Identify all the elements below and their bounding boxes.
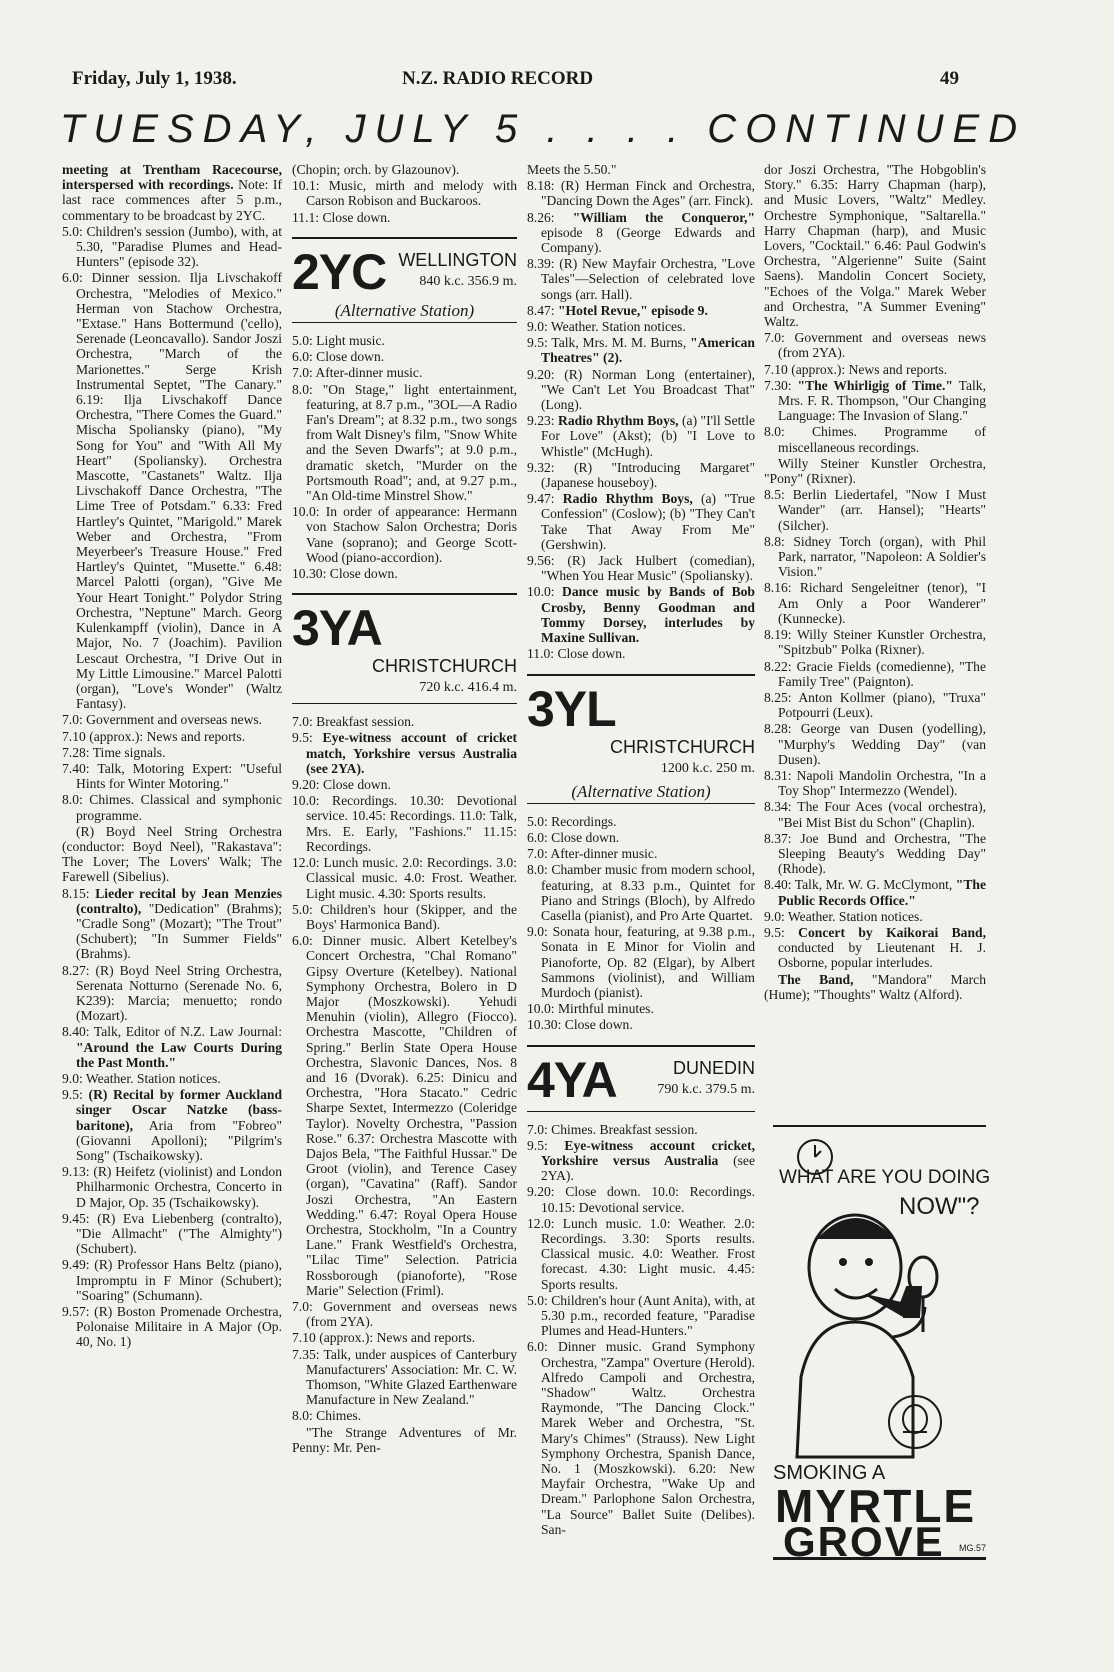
station-box-4ya [527,1045,755,1112]
programme-entry: 9.0: Sonata hour, featuring, at 9.38 p.m., Sonata in E Minor for Violin and Pianoforte, Op. 82 (Elgar), by Albert Sammons (violinist), and William Murdoch (pianist). [527,924,755,1000]
programme-entry: 10.0: Dance music by Bands of Bob Crosby, Benny Goodman and Tommy Dorsey, interludes by Maxine Sullivan. [527,584,755,646]
programme-entry: 7.30: "The Whirligig of Time." Talk, Mrs. F. R. Thompson, "Our Changing Language: The Invasion of Slang." [764,377,986,424]
programme-entry: 5.0: Children's hour (Skipper, and the Boys' Harmonica Band). [292,901,517,932]
programme-list [292,333,517,581]
programme-entry: Willy Steiner Kunstler Orchestra, "Pony" (Rixner). [764,455,986,487]
programme-entry: 5.0: Recordings. [527,813,617,829]
page-header [0,68,1114,98]
programme-entry: 6.0: Close down. [292,349,385,365]
programme-entry: 9.47: Radio Rhythm Boys, (a) "True Confession" (Coslow); (b) "They Can't Take That Away From Me" (Gershwin). [527,491,755,552]
programme-entry: 7.28: Time signals. [62,744,166,760]
station-frequency: 790 k.c. 379.5 m. [657,1081,755,1097]
station-call-sign: 2YC [292,243,387,300]
programme-entry: 9.0: Weather. Station notices. [62,1070,221,1086]
programme-entry: 9.20: Close down. [292,777,391,793]
programme-entry: (R) Boyd Neel String Orchestra (conductor: Boyd Neel), "Rakastava": The Lover; The Lovers' Walk; The Farewell (Sibelius). [62,823,282,885]
station-frequency: 720 k.c. 416.4 m. [419,680,517,696]
programme-list [292,714,517,1455]
programme-entry: 12.0: Lunch music. 1.0: Weather. 2.0: Recordings. 3.30: Sports results. Classical music. 4.0: Weather. Frost forecast. 4.30: Light music. 4.45: Sports results. [527,1215,755,1292]
ad-smoking-text: SMOKING A [773,1462,886,1484]
programme-entry: Meets the 5.50." [527,162,617,177]
programme-entry: 7.0: Government and overseas news (from 2YA). [764,330,986,361]
ad-code: MG.57 [959,1543,987,1553]
programme-entry: 8.5: Berlin Liedertafel, "Now I Must Wander" (arr. Hansel); "Hearts" (Silcher). [764,487,986,533]
programme-entry: 9.20: Close down. 10.0: Recordings. 10.15: Devotional service. [527,1184,755,1215]
programme-entry: 6.0: Close down. [527,829,620,845]
column-4 [764,162,986,1117]
programme-entry: 8.0: Chimes. Classical and symphonic programme. [62,792,282,823]
programme-entry: 8.8: Sidney Torch (organ), with Phil Park, narrator, "Napoleon: A Soldier's Vision." [764,533,986,580]
programme-entry: 7.0: After-dinner music. [292,365,423,381]
programme-entry: 6.0: Dinner music. Grand Symphony Orchestra, "Zampa" Overture (Herold). Alfredo Campoli and Orchestra, "Shadow" Waltz. Orchestra Raymonde, "The Dancing Clock." Marek Weber and Orchestra, "St. Mary's Chimes" (Strauss). New Light Symphony Orchestra, Spanish Dance, No. 1 (Moszkowski). 6.20: New Mayfair Orchestra, "Wake Up and Dream." Parlophone Salon Orchestra, "La Source" Ballet Suite (Delibes). San- [527,1339,755,1537]
station-frequency: 1200 k.c. 250 m. [660,760,755,776]
programme-entry: 7.10 (approx.): News and reports. [764,361,948,377]
programme-entry: 10.1: Music, mirth and melody with Carson Robison and Buckaroos. [292,178,517,209]
programme-entry: 8.22: Gracie Fields (comedienne), "The Family Tree" (Paignton). [764,658,986,689]
station-alternative-label: (Alternative Station) [527,780,755,804]
station-call-sign: 4YA [527,1051,617,1108]
station-call-sign: 3YL [527,680,616,737]
programme-entry: 8.27: (R) Boyd Neel String Orchestra, Serenata Notturno (Serenade No. 6, K239): Marcia; menuetto; rondo (Mozart). [62,962,282,1024]
programme-entry: 8.16: Richard Sengeleitner (tenor), "I Am Only a Poor Wanderer" (Kunnecke). [764,580,986,626]
programme-list [527,162,755,662]
programme-entry: 10.30: Close down. [527,1017,633,1033]
programme-entry: 12.0: Lunch music. 2.0: Recordings. 3.0: Classical music. 4.0: Frost. Weather. Light music. 4.30: Sports results. [292,855,517,901]
programme-entry: 9.0: Weather. Station notices. [527,319,686,335]
programme-entry: 7.0: Breakfast session. [292,714,415,730]
station-frequency: 840 k.c. 356.9 m. [419,273,517,289]
programme-entry: 11.1: Close down. [292,209,391,225]
programme-entry: 9.32: (R) "Introducing Margaret" (Japanese houseboy). [527,459,755,491]
header-page-number: 49 [940,68,959,89]
programme-entry: meeting at Trentham Racecourse, interspersed with recordings. Note: If last race commences after 5 p.m., commentary to be broadcast by 2YC. [62,162,282,223]
programme-entry: 8.34: The Four Aces (vocal orchestra), "Bei Mist Bist du Schon" (Chaplin). [764,799,986,830]
programme-entry: 9.5: (R) Recital by former Auckland singer Oscar Natzke (bass-baritone), Aria from "Fobreo" (Giovanni Apolloni); "Pilgrim's Song" (Tschaikowsky). [62,1087,282,1163]
myrtle-grove-advertisement [773,1125,991,1565]
programme-entry: 9.5: Concert by Kaikorai Band, conducted by Lieutenant H. J. Osborne, popular interludes. [764,924,986,971]
programme-entry: 9.57: (R) Boston Promenade Orchestra, Polonaise Militaire in A Major (Op. 40, No. 1) [62,1304,282,1350]
programme-entry: 7.0: Government and overseas news. [62,712,263,728]
programme-list [62,162,282,1350]
programme-entry: 10.0: Recordings. 10.30: Devotional service. 10.45: Recordings. 11.0: Talk, Mrs. E. Early, "Fashions." 11.15: Recordings. [292,793,517,854]
programme-entry: 6.0: Dinner music. Albert Ketelbey's Concert Orchestra, "Chal Romano" Gipsy Overture (Ketelbey). National Symphony Orchestra, Bolero in D Major (Moszkowski). Yehudi Menuhin (violin), Allegro (Fiocco). Orchestra Mascotte, "Children of Spring." Berlin State Opera House Orchestra, Slavonic Dances, Nos. 8 and 16 (Dvorak). 6.25: Dinicu and Orchestra, "Hora Stacato." Cedric Sharpe Sextet, Intermezzo (Coleridge Taylor). Novelty Orchestra, "Passion Rose." 6.37: Orchestra Mascotte with Dajos Bela, "The Faithful Hussar." De Groot (violin), and Terence Casey (organ), "Cavatina" (Raff). Sandor Joszi Orchestra, "An Eastern Wedding." 6.47: Royal Opera House Orchestra, Stockholm, "In a Country Lane." Frank Westfield's Orchestra, "Lilac Time" Selection. Patricia Rossborough (pianoforte), "Rose Marie" Selection (Friml). [292,933,517,1298]
programme-entry: 7.0: After-dinner music. [527,846,658,862]
programme-list [527,1122,755,1537]
programme-entry: 9.56: (R) Jack Hulbert (comedian), "When You Hear Music" (Spoliansky). [527,553,755,584]
programme-entry: 8.19: Willy Steiner Kunstler Orchestra, "Spitzbub" Polka (Rixner). [764,627,986,658]
programme-entry: 7.40: Talk, Motoring Expert: "Useful Hints for Winter Motoring." [62,760,282,792]
day-banner: TUESDAY, JULY 5 . . . . CONTINUED [60,107,1027,151]
station-alternative-label: (Alternative Station) [292,299,517,323]
column-2 [292,162,517,1552]
programme-entry: 9.5: Eye-witness account of cricket match, Yorkshire versus Australia (see 2YA). [292,730,517,776]
station-box-2yc [292,237,517,323]
programme-entry: dor Joszi Orchestra, "The Hobgoblin's Story." 6.35: Harry Chapman (harp), and Music Lovers, "Waltz" Medley. Orchestre Symphonique, "Saltarella." Harry Chapman (harp), and Music Lovers, "Cocktail." 6.46: Paul Godwin's Orchestra, "Algerienne" Suite (Saint Saens). Mandolin Concert Society, "Echoes of the Volga." Marek Weber and Orchestra, "A Summer Evening" Waltz. [764,162,986,330]
programme-entry: 7.10 (approx.): News and reports. [292,1330,476,1346]
programme-list [764,162,986,1002]
programme-entry: 7.0: Chimes. Breakfast session. [527,1121,698,1137]
programme-entry: 8.40: Talk, Mr. W. G. McClymont, "The Public Records Office." [764,877,986,908]
programme-entry: 8.0: "On Stage," light entertainment, featuring, at 8.7 p.m., "3OL—A Radio Fan's Dream"; at 8.32 p.m., two songs from Walt Disney's film, "Snow White and the Seven Dwarfs"; at 9.0 p.m., dramatic sketch, "Murder on the Portsmouth Road"; and, at 9.27 p.m., "An Old-time Minstrel Show." [292,381,517,504]
ad-headline-line-2: NOW"? [899,1193,980,1220]
column-3 [527,162,755,1552]
programme-entry: 10.30: Close down. [292,566,398,582]
programme-entry: (Chopin; orch. by Glazounov). [292,162,460,177]
ad-brand-line-2: GROVE [783,1518,945,1565]
programme-entry: 8.40: Talk, Editor of N.Z. Law Journal: "Around the Law Courts During the Past Month." [62,1024,282,1070]
programme-entry: 8.47: "Hotel Revue," episode 9. [527,302,708,318]
programme-entry: 8.37: Joe Bund and Orchestra, "The Sleeping Beauty's Wedding Day" (Rhode). [764,830,986,877]
programme-entry: 9.20: (R) Norman Long (entertainer), "We Can't Let You Broadcast That" (Long). [527,366,755,413]
programme-entry: 7.10 (approx.): News and reports. [62,728,246,744]
programme-entry: 5.0: Children's session (Jumbo), with, at 5.30, "Paradise Plumes and Head-Hunters" (episode 32). [62,223,282,270]
station-city: CHRISTCHURCH [372,656,517,677]
programme-entry: 7.0: Government and overseas news (from 2YA). [292,1298,517,1330]
station-box-3ya [292,593,517,704]
programme-entry: 7.35: Talk, under auspices of Canterbury Manufacturers' Association: Mr. C. W. Thomson, "White Glazed Earthenware Manufacture in New Zealand." [292,1346,517,1408]
programme-entry: 8.15: Lieder recital by Jean Menzies (contralto), "Dedication" (Brahms); "Cradle Song" (Mozart); "The Trout" (Schubert); "In Summer Fields" (Brahms). [62,885,282,962]
station-box-3yl [527,674,755,804]
programme-entry: 9.5: Talk, Mrs. M. M. Burns, "American Theatres" (2). [527,335,755,366]
station-city: DUNEDIN [672,1057,755,1078]
header-publication: N.Z. RADIO RECORD [402,68,594,89]
station-city: CHRISTCHURCH [610,736,755,757]
programme-entry: 8.25: Anton Kollmer (piano), "Truxa" Potpourri (Leux). [764,689,986,721]
programme-entry: The Band, "Mandora" March (Hume); "Thoughts" Waltz (Alford). [764,971,986,1002]
ad-headline-line-1: WHAT ARE YOU DOING [779,1167,991,1188]
header-date: Friday, July 1, 1938. [72,68,237,89]
programme-entry: 8.28: George van Dusen (yodelling), "Murphy's Wedding Day" (van Dusen). [764,721,986,767]
programme-entry: 5.0: Children's hour (Aunt Anita), with, at 5.30 p.m., recorded feature, "Paradise Plumes and Head-Hunters." [527,1292,755,1339]
programme-entry: 9.23: Radio Rhythm Boys, (a) "I'll Settle For Love" (Akst); (b) "I Love to Whistle" (McHugh). [527,413,755,459]
programme-list [527,814,755,1033]
programme-entry: 11.0: Close down. [527,646,626,662]
programme-entry: 8.39: (R) New Mayfair Orchestra, "Love Tales"—Selection of celebrated love songs (arr. Hall). [527,256,755,302]
station-call-sign: 3YA [292,600,382,657]
programme-entry: 9.45: (R) Eva Liebenberg (contralto), "Die Allmacht" ("The Almighty") (Schubert). [62,1210,282,1257]
programme-entry: 8.0: Chimes. [292,1408,362,1424]
programme-entry: 8.18: (R) Herman Finck and Orchestra, "Dancing Down the Ages" (arr. Finck). [527,178,755,209]
programme-entry: 8.31: Napoli Mandolin Orchestra, "In a Toy Shop" Intermezzo (Wendel). [764,767,986,799]
ad-brand-line-1: MYRTLE [775,1480,977,1532]
programme-entry: 8.0: Chimes. Programme of miscellaneous recordings. [764,424,986,455]
programme-entry: 10.0: Mirthful minutes. [527,1001,654,1017]
programme-entry: 9.0: Weather. Station notices. [764,908,923,924]
programme-entry: 5.0: Light music. [292,333,385,349]
programme-entry: 9.5: Eye-witness account cricket, Yorkshire versus Australia (see 2YA). [527,1137,755,1184]
programme-entry: 9.49: (R) Professor Hans Beltz (piano), Impromptu in F Minor (Schubert); "Soaring" (Schumann). [62,1257,282,1303]
station-city: WELLINGTON [398,249,517,270]
programme-entry: 6.0: Dinner session. Ilja Livschakoff Orchestra, "Melodies of Mexico." Herman von Stachow Orchestra, "Extase." Hans Bottermund ('cello), Serenade (Leoncavallo). Sandor Joszi Orchestra, "March of the Marionettes." Serge Krish Instrumental Septet, "The Canary." 6.19: Ilja Livschakoff Dance Orchestra, "There Comes the Guard." Mischa Spoliansky (piano), "My Song for You" and "With All My Heart" (Spoliansky). Orchestra Mascotte, "Castanets" Waltz. Ilja Livschakoff Dance Orchestra, "The Lime Tree of Potsdam." 6.33: Fred Hartley's Quintet, "Marigold." Marek Weber and Orchestra, "From Meyerbeer's Treasure House." Fred Hartley's Quintet, "Musette." 6.48: Marcel Palotti (organ), "Give Me Your Heart Tonight." Polydor String Orchestra, "Neptune" March. Georg Kulenkampff (violin), Dance in A Major, No. 7 (Joachim). Pavilion Lescaut Orchestra, "I Drive Out in My Little Limousine." Marcel Palotti (organ), "Love's Wonder" (Waltz Fantasy). [62,270,282,712]
programme-list [292,162,517,225]
column-1 [62,162,282,1552]
programme-entry: "The Strange Adventures of Mr. Penny: Mr. Pen- [292,1424,517,1455]
programme-entry: 9.13: (R) Heifetz (violinist) and London Philharmonic Orchestra, Concerto in D Major, Op. 35 (Tschaikowsky). [62,1164,282,1210]
programme-entry: 10.0: In order of appearance: Hermann von Stachow Salon Orchestra; Doris Vane (soprano); and George Scott-Wood (piano-accordion). [292,504,517,565]
programme-entry: 8.26: "William the Conqueror," episode 8 (George Edwards and Company). [527,209,755,256]
programme-entry: 8.0: Chamber music from modern school, featuring, at 8.33 p.m., Quintet for Piano and Strings (Bloch), by Alfredo Casella (pianist), and Pro Arte Quartet. [527,862,755,923]
